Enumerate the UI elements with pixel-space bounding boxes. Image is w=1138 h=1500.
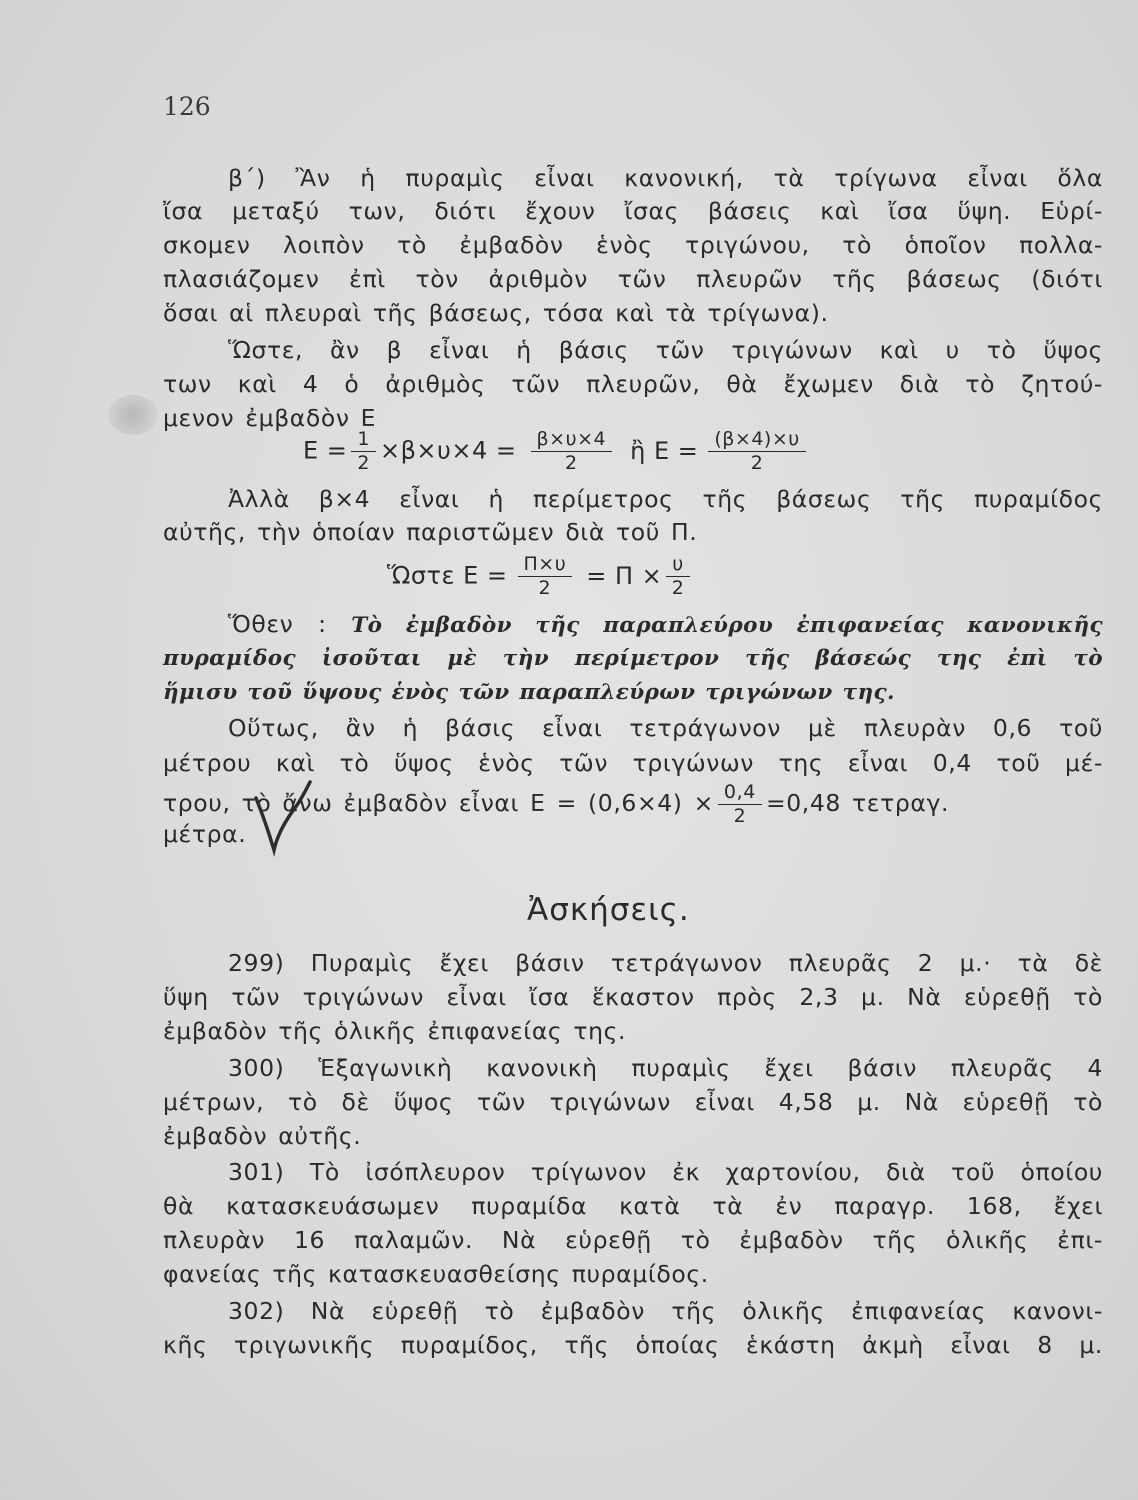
formula-product: ×β×υ×4 = bbox=[380, 436, 517, 465]
exercise-line: 299) Πυραμὶς ἔχει βάσιν τετράγωνον πλευρᾶς 2 μ.· τὰ δὲ bbox=[228, 949, 1103, 977]
text-line: μέτρα. bbox=[163, 820, 247, 848]
text-line: Οὕτως, ἂν ἡ βάσις εἶναι τετράγωνον μὲ πλευρὰν 0,6 τοῦ bbox=[228, 714, 1103, 742]
text-line: μενον ἐμβαδὸν Ε bbox=[163, 404, 377, 432]
exercises-heading: Ἀσκήσεις. bbox=[527, 892, 690, 928]
perimeter-formula bbox=[387, 555, 694, 598]
exercise-line: ὕψη τῶν τριγώνων εἶναι ἴσα ἕκαστον πρὸς 2,3 μ. Νὰ εὑρεθῇ τὸ bbox=[163, 983, 1103, 1011]
exercise-line: 302) Νὰ εὑρεθῇ τὸ ἐμβαδὸν τῆς ὁλικῆς ἐπιφανείας κανονι- bbox=[228, 1297, 1103, 1325]
formula-or: ἢ Ε = bbox=[630, 436, 699, 465]
exercise-line: φανείας τῆς κατασκευασθείσης πυραμίδος. bbox=[163, 1260, 709, 1288]
exercise-line: κῆς τριγωνικῆς πυραμίδος, τῆς ὁποίας ἑκάστη ἀκμὴ εἶναι 8 μ. bbox=[163, 1331, 1103, 1359]
text-line: Ὥστε, ἂν β εἶναι ἡ βάσις τῶν τριγώνων καὶ υ τὸ ὕψος bbox=[228, 336, 1103, 364]
exercise-line: ἐμβαδὸν τῆς ὁλικῆς ἐπιφανείας της. bbox=[163, 1017, 627, 1045]
text-line: αὐτῆς, τὴν ὁποίαν παριστῶμεν διὰ τοῦ Π. bbox=[163, 518, 698, 546]
text-line: μέτρου καὶ τὸ ὕψος ἑνὸς τῶν τριγώνων της εἶναι 0,4 τοῦ μέ- bbox=[163, 749, 1103, 777]
exercise-line: πλευρὰν 16 παλαμῶν. Νὰ εὑρεθῇ τὸ ἐμβαδὸν τῆς ὁλικῆς ἐπι- bbox=[163, 1226, 1103, 1254]
fraction-half: $\frac{1}{2}$ bbox=[351, 430, 376, 473]
fraction-height-half: $\frac{0,4}{2}$ bbox=[718, 783, 762, 826]
exercise-line: 300) Ἑξαγωνικὴ κανονικὴ πυραμὶς ἔχει βάσιν πλευρᾶς 4 bbox=[228, 1054, 1103, 1082]
text-line: πλασιάζομεν ἐπὶ τὸν ἀριθμὸν τῶν πλευρῶν τῆς βάσεως (διότι bbox=[163, 265, 1103, 293]
fraction-half-height: $\frac{\upsilon}{2}$ bbox=[666, 555, 690, 598]
text-line: των καὶ 4 ὁ ἀριθμὸς τῶν πλευρῶν, θὰ ἔχωμεν διὰ τὸ ζητού- bbox=[163, 370, 1103, 398]
exercise-line: μέτρων, τὸ δὲ ὕψος τῶν τριγώνων εἶναι 4,58 μ. Νὰ εὑρεθῇ τὸ bbox=[163, 1088, 1103, 1116]
example-calculation: τρου, τὸ ἄνω ἐμβαδὸν εἶναι Ε = (0,6×4) × $\frac{0,4}{2}$ =0,48 τετραγ. bbox=[163, 781, 950, 827]
formula-product: = Π × bbox=[586, 561, 663, 590]
fraction-perimeter: $\frac{(\beta\times 4)\times\upsilon}{2}$ bbox=[708, 430, 805, 473]
text-line: Ἀλλὰ β×4 εἶναι ἡ περίμετρος τῆς βάσεως τῆς πυραμίδος bbox=[228, 485, 1103, 513]
formula-lhs: Ε = bbox=[303, 436, 348, 465]
ink-smudge bbox=[108, 395, 158, 435]
formula-lhs: Ὥστε Ε = bbox=[387, 561, 508, 590]
fraction-product: $\frac{\beta\times\upsilon\times 4}{2}$ bbox=[531, 430, 613, 473]
fraction-perimeter-height: $\frac{\Pi\times\upsilon}{2}$ bbox=[518, 555, 573, 598]
rule-line bbox=[228, 609, 1103, 641]
rule-text: Τὸ ἐμβαδὸν τῆς παραπλεύρου ἐπιφανείας κανονικῆς bbox=[351, 613, 1103, 638]
page-number: 126 bbox=[163, 92, 211, 121]
area-formula bbox=[303, 430, 810, 473]
text-line: β΄) Ἂν ἡ πυραμὶς εἶναι κανονική, τὰ τρίγωνα εἶναι ὅλα bbox=[228, 164, 1103, 192]
rule-line: πυραμίδος ἰσοῦται μὲ τὴν περίμετρον τῆς βάσεώς της ἐπὶ τὸ bbox=[163, 646, 1103, 671]
text-line: ἴσα μεταξύ των, διότι ἔχουν ἴσας βάσεις καὶ ἴσα ὕψη. Εὑρί- bbox=[163, 197, 1103, 225]
exercise-line: θὰ κατασκευάσωμεν πυραμίδα κατὰ τὰ ἐν παραγρ. 168, ἔχει bbox=[163, 1192, 1103, 1220]
text-line: ὅσαι αἱ πλευραὶ τῆς βάσεως, τόσα καὶ τὰ τρίγωνα). bbox=[163, 299, 829, 327]
text-line: σκομεν λοιπὸν τὸ ἐμβαδὸν ἑνὸς τριγώνου, τὸ ὁποῖον πολλα- bbox=[163, 231, 1103, 259]
handwritten-check-mark bbox=[248, 768, 328, 868]
exercise-line: 301) Τὸ ἰσόπλευρον τρίγωνον ἐκ χαρτονίου, διὰ τοῦ ὁποίου bbox=[228, 1158, 1103, 1186]
rule-prefix: Ὅθεν : bbox=[228, 610, 327, 638]
rule-line: ἥμισυ τοῦ ὕψους ἑνὸς τῶν παραπλεύρων τριγώνων της. bbox=[163, 680, 895, 705]
exercise-line: ἐμβαδὸν αὐτῆς. bbox=[163, 1122, 362, 1150]
